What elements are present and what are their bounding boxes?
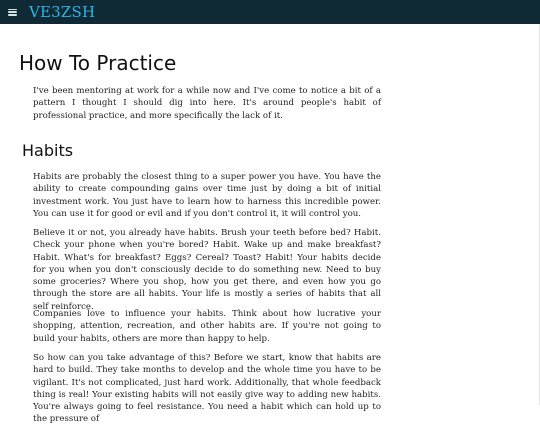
article-page	[0, 24, 540, 425]
site-title-link[interactable]: VE3ZSH	[29, 3, 96, 21]
habits-paragraph: Believe it or not, you already have habits. Brush your teeth before bed? Habit. Check your phone when you're bored? Habit. Wake up and make breakfast? Habit. What's for breakfast? Eggs? Cereal? Toast? Habit! Your habits decide for you when you don't consciously decide to do something new. Need to buy some groceries? Where you shop, how you get there, and even how you go through the store are all habits. Your life is mostly a series of habits that all self reinforce.	[33, 228, 381, 312]
section-heading-habits: Habits	[22, 141, 74, 160]
hamburger-menu-icon[interactable]	[8, 9, 17, 16]
habits-paragraph: Companies love to influence your habits. Think about how lucrative your shopping, attention, recreation, and other habits are. If you're not going to build your habits, others are more than happy to help.	[33, 309, 381, 344]
page-title: How To Practice	[19, 51, 177, 75]
intro-paragraph: I've been mentoring at work for a while now and I've come to notice a bit of a pattern I thought I should dig into here. It's around people's habit of professional practice, and more specifically the lack of it.	[33, 86, 381, 121]
top-navigation-bar	[0, 0, 540, 24]
habits-paragraph: So how can you take advantage of this? Before we start, know that habits are hard to build. They take months to develop and the whole time you have to be vigilant. It's not complicated, just hard work. Additionally, that whole feedback thing is real! Your existing habits will not easily give way to adding new habits. You're always going to feel resistance. You need a habit which can hold up to the pressure of	[33, 353, 381, 425]
habits-paragraph: Habits are probably the closest thing to a super power you have. You have the ability to create compounding gains over time just by doing a bit of initial investment work. You just have to learn how to harness this incredible power. You can use it for good or evil and if you don't control it, it will control you.	[33, 172, 381, 219]
